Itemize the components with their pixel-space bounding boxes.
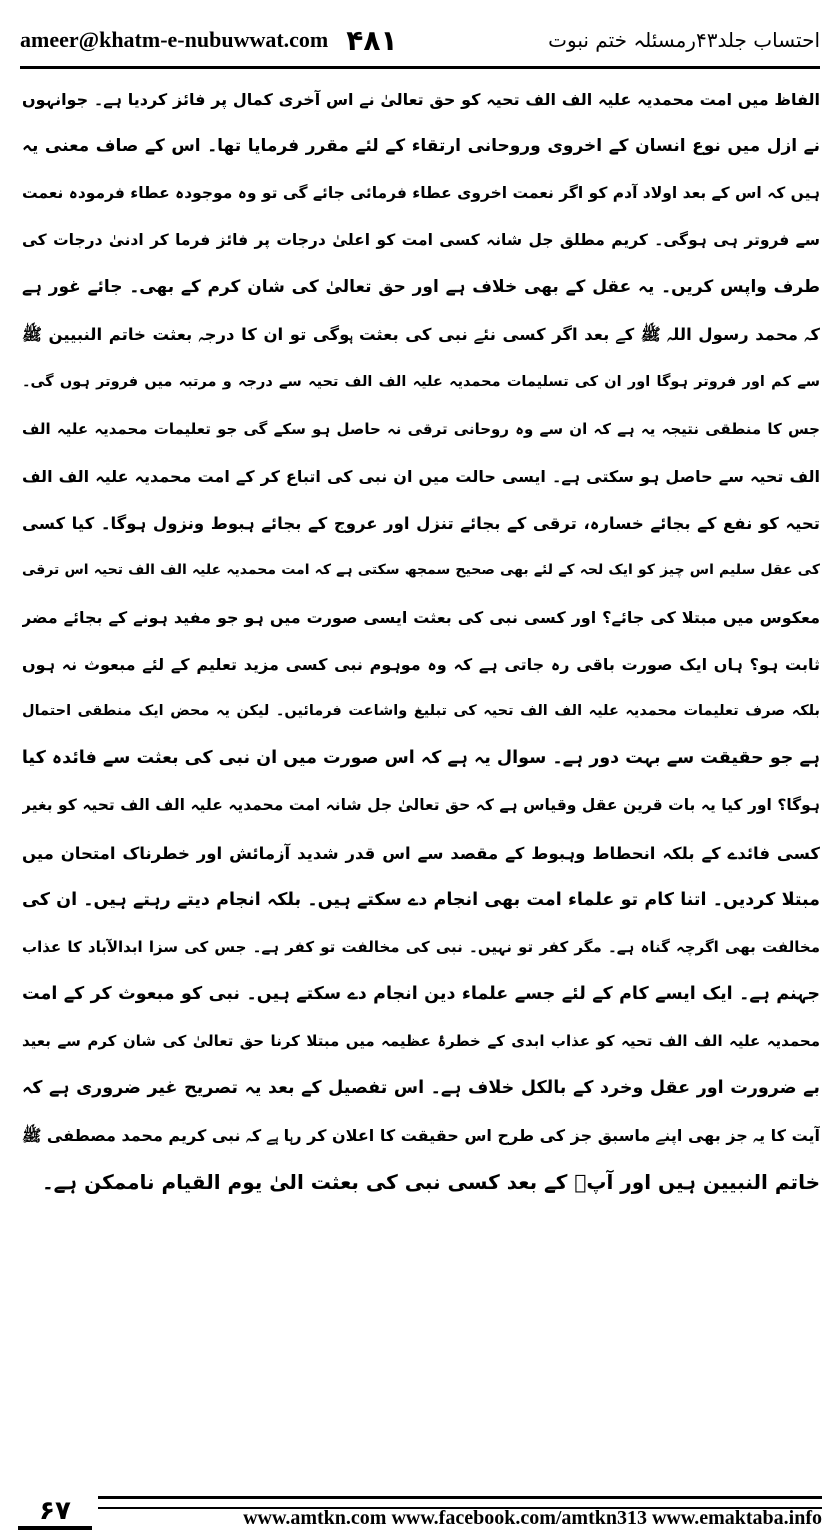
text-line: سے کم اور فروتر ہوگا اور ان کی تسلیمات محمدیہ علیہ الف الف تحیہ سے درجہ و مرتبہ میں فروتر ہوں گی۔ xyxy=(22,373,820,390)
body-text xyxy=(22,76,820,1206)
page-footer xyxy=(18,1496,822,1530)
text-line: جس کا منطقی نتیجہ یہ ہے کہ ان سے وہ روحانی ترقی نہ حاصل ہو سکے گی جو تعلیمات محمدیہ علیہ الف xyxy=(22,419,820,438)
text-line: مبتلا کردیں۔ اتنا کام تو علماء امت بھی انجام دے سکتے ہیں۔ بلکہ انجام دیتے رہتے ہیں۔ ان کی xyxy=(22,889,820,910)
footer-urls: www.amtkn.com www.facebook.com/amtkn313 www.emaktaba.info xyxy=(243,1507,822,1529)
text-line: الف تحیہ سے حاصل ہو سکتی ہے۔ ایسی حالت میں ان نبی کی اتباع کر کے امت محمدیہ علیہ الف الف xyxy=(22,466,820,486)
text-line: محمدیہ علیہ الف الف تحیہ کو عذاب ابدی کے خطرۂ عظیمہ میں مبتلا کرنا حق تعالیٰ کی شان کرم سے بعید xyxy=(22,1031,820,1050)
header-left xyxy=(20,24,398,57)
text-line: ہوگا؟ اور کیا یہ بات قرین عقل وقیاس ہے کہ حق تعالیٰ جل شانہ امت محمدیہ علیہ الف الف تحیہ کو بغیر xyxy=(22,796,820,815)
book-title: احتساب جلد۴۳رمسئلہ ختم نبوت xyxy=(548,28,820,52)
text-line: کی عقل سلیم اس چیز کو ایک لحہ کے لئے بھی صحیح سمجھ سکتی ہے کہ امت محمدیہ علیہ الف الف تحیہ اس ترقی xyxy=(22,561,820,578)
text-line: بے ضرورت اور عقل وخرد کے بالکل خلاف ہے۔ اس تفصیل کے بعد یہ تصریح غیر ضروری ہے کہ xyxy=(22,1077,820,1098)
text-line: تحیہ کو نفع کے بجائے خسارہ، ترقی کے بجائے تنزل اور عروج کے بجائے ہبوط ونزول ہوگا۔ کیا کسی xyxy=(22,513,820,533)
text-line: خاتم النبیین ہیں اور آپؐ کے بعد کسی نبی کی بعثت الیٰ یوم القیام ناممکن ہے۔ xyxy=(41,1170,820,1195)
page-number: ۴۸۱ xyxy=(346,23,398,57)
header-rule xyxy=(20,66,820,69)
footer-folio: ۶۷ xyxy=(18,1496,92,1530)
text-line: آیت کا یہ جز بھی اپنے ماسبق جز کی طرح اس حقیقت کا اعلان کر رہا ہے کہ نبی کریم محمد مصطفی ﷺ xyxy=(22,1126,820,1146)
text-line: سے فروتر ہی ہوگی۔ کریم مطلق جل شانہ کسی امت کو اعلیٰ درجات پر فائز فرما کر ادنیٰ درجات کی xyxy=(22,231,820,250)
text-line: معکوس میں مبتلا کی جائے؟ اور کسی نبی کی بعثت ایسی صورت میں ہو جو مفید ہونے کے بجائے مضر xyxy=(22,608,820,628)
page-header xyxy=(20,18,820,62)
text-line: ثابت ہو؟ ہاں ایک صورت باقی رہ جاتی ہے کہ وہ موہوم نبی کسی مزید تعلیم کے لئے مبعوث نہ ہوں xyxy=(22,655,820,675)
text-line: ہے جو حقیقت سے بہت دور ہے۔ سوال یہ ہے کہ اس صورت میں ان نبی کی بعثت سے فائدہ کیا xyxy=(22,748,820,769)
text-line: الفاظ میں امت محمدیہ علیہ الف الف تحیہ کو حق تعالیٰ نے اس آخری کمال پر فائز کردیا ہے۔ جوانہوں xyxy=(22,90,820,109)
text-line: بلکہ صرف تعلیمات محمدیہ علیہ الف الف تحیہ کی تبلیغ واشاعت فرمائیں۔ لیکن یہ محض ایک منطقی احتمال xyxy=(22,703,820,720)
text-line: مخالفت بھی اگرچہ گناہ ہے۔ مگر کفر تو نہیں۔ نبی کی مخالفت تو کفر ہے۔ جس کی سزا ابدالآباد کا عذاب xyxy=(22,937,820,956)
text-line: کسی فائدے کے بلکہ انحطاط وہبوط کے مقصد سے اس قدر شدید آزمائش اور خطرناک امتحان میں xyxy=(22,843,820,863)
text-line: کہ محمد رسول اللہ ﷺ کے بعد اگر کسی نئے نبی کی بعثت ہوگی تو ان کا درجہ بعثت خاتم النبیین ﷺ xyxy=(22,325,820,345)
text-line: طرف واپس کریں۔ یہ عقل کے بھی خلاف ہے اور حق تعالیٰ کی شان کرم کے بھی۔ جائے غور ہے xyxy=(22,277,820,298)
footer-band xyxy=(98,1496,822,1530)
header-email: ameer@khatm-e-nubuwwat.com xyxy=(20,27,329,52)
text-line: ہیں کہ اس کے بعد اولاد آدم کو اگر نعمت اخروی عطاء فرمائی جائے گی تو وہ موجودہ عطاء فرمودہ نعمت xyxy=(22,184,820,203)
text-line: جہنم ہے۔ ایک ایسے کام کے لئے جسے علماء دین انجام دے سکتے ہیں۔ نبی کو مبعوث کر کے امت xyxy=(22,983,820,1004)
text-line: نے ازل میں نوع انسان کے اخروی وروحانی ارتقاء کے لئے مقرر فرمایا تھا۔ اس کے صاف معنی یہ xyxy=(22,136,820,157)
